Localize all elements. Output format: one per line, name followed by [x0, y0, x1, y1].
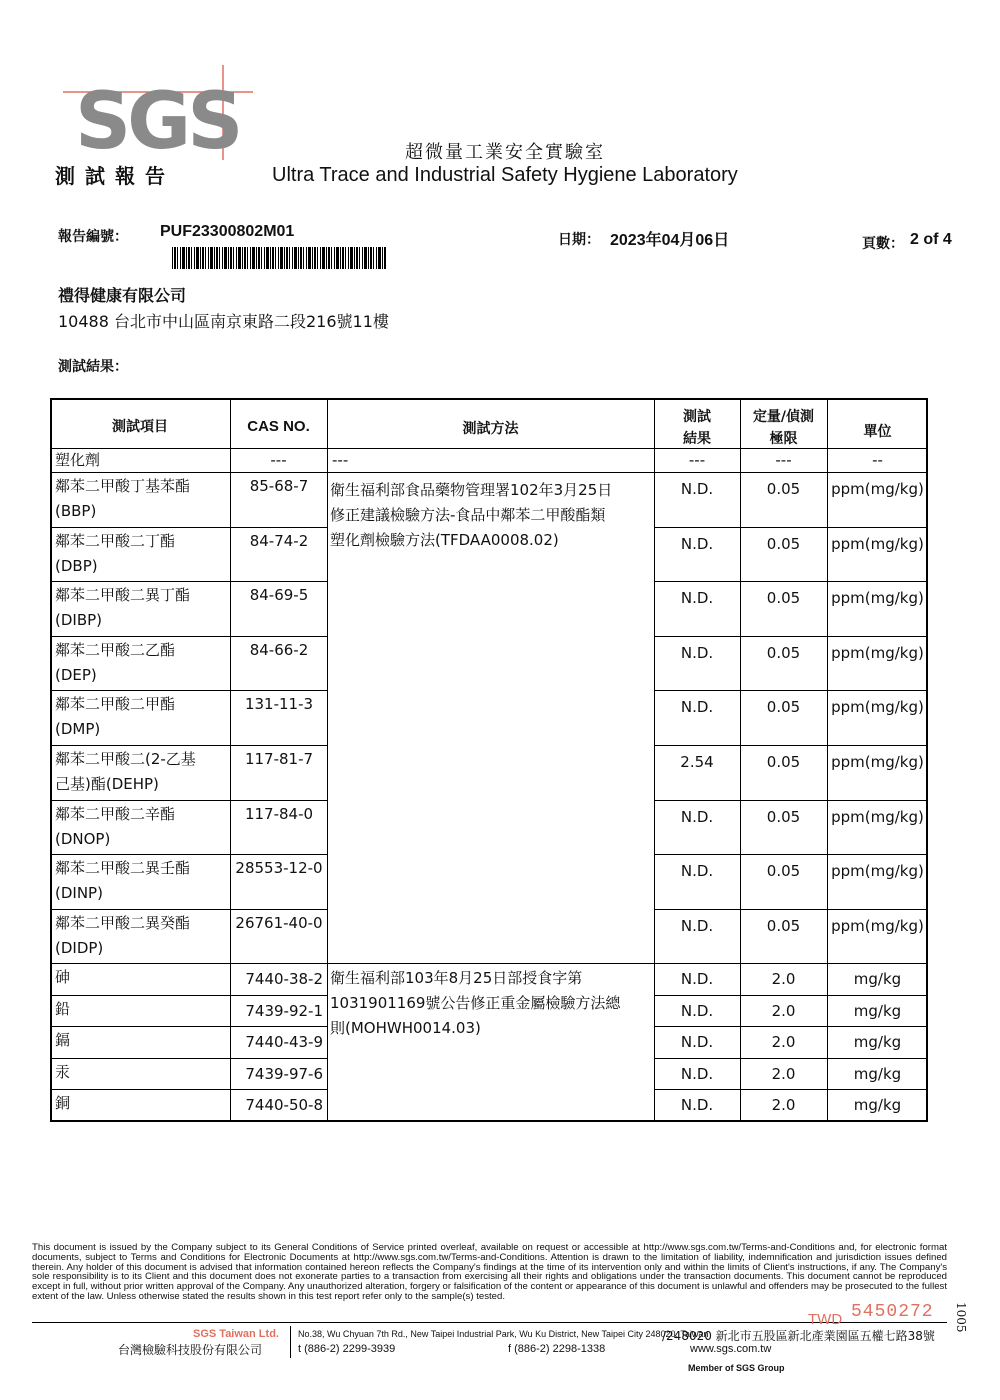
row-cas: 117-81-7 — [244, 750, 314, 768]
member-note: Member of SGS Group — [688, 1363, 785, 1373]
row-unit: ppm(mg/kg) — [831, 753, 924, 771]
client-name: 禮得健康有限公司 — [58, 286, 187, 305]
row-item-abbrev: (DIDP) — [55, 938, 104, 957]
metal-limit: 2.0 — [771, 970, 796, 989]
serial-prefix: TWD — [808, 1311, 843, 1328]
row-cas: 28553-12-0 — [235, 859, 323, 878]
metal-result: N.D. — [680, 1033, 714, 1052]
metal-item: 鉛 — [55, 999, 71, 1018]
metal-cas: 7440-38-2 — [245, 970, 323, 989]
lab-name-en: Ultra Trace and Industrial Safety Hygiene Laboratory — [272, 164, 738, 186]
group-limit: --- — [775, 451, 792, 469]
row-item: 鄰苯二甲酸二甲酯 — [55, 695, 176, 714]
row-limit: 0.05 — [766, 753, 801, 771]
row-result: N.D. — [680, 480, 714, 498]
metal-unit: mg/kg — [853, 1064, 902, 1083]
row-divider — [50, 636, 328, 637]
row-item-abbrev: 己基)酯(DEHP) — [55, 775, 159, 793]
row-result: N.D. — [680, 916, 714, 935]
row-unit: ppm(mg/kg) — [831, 589, 924, 608]
row-divider — [654, 1089, 928, 1090]
row-divider — [50, 1026, 328, 1027]
page-number: 2 of 4 — [910, 231, 952, 248]
row-cas: 26761-40-0 — [235, 913, 323, 932]
row-unit: ppm(mg/kg) — [831, 480, 924, 498]
website: www.sgs.com.tw — [690, 1343, 772, 1355]
serial-number: 5450272 — [851, 1302, 934, 1322]
row-limit: 0.05 — [766, 643, 801, 662]
group-cas: --- — [270, 451, 287, 469]
row-item: 鄰苯二甲酸二(2-乙基 — [55, 750, 196, 768]
page-label: 頁數： — [862, 236, 904, 252]
row-divider — [654, 636, 928, 637]
row-limit: 0.05 — [766, 480, 801, 498]
row-cas: 131-11-3 — [244, 695, 314, 714]
address-en: No.38, Wu Chyuan 7th Rd., New Taipei Industrial Park, Wu Ku District, New Taipei City 248020, Taiwan — [298, 1329, 709, 1339]
method-metals: 衛生福利部103年8月25日部授食字第 1031901169號公告修正重金屬檢驗方法總 則(MOHWH0014.03) — [330, 969, 621, 1037]
header-limit: 定量/偵測 極限 — [752, 409, 815, 447]
row-divider — [654, 995, 928, 996]
row-result: N.D. — [680, 698, 714, 717]
method-plasticizer: 衛生福利部食品藥物管理署102年3月25日 修正建議檢驗方法-食品中鄰苯二甲酸酯類 塑化劑檢驗方法(TFDAA0008.02) — [330, 481, 613, 549]
row-item: 鄰苯二甲酸二異癸酯 — [55, 913, 191, 932]
row-divider — [654, 690, 928, 691]
row-result: N.D. — [680, 643, 714, 662]
row-divider — [654, 800, 928, 801]
sgs-logo — [55, 60, 255, 160]
group-item: 塑化劑 — [55, 451, 101, 469]
row-result: N.D. — [680, 534, 714, 553]
footer-separator — [290, 1326, 291, 1358]
metal-item: 鎘 — [55, 1031, 71, 1050]
company-en: SGS Taiwan Ltd. — [193, 1328, 279, 1340]
report-title: 測試報告 — [55, 164, 175, 188]
row-cas: 117-84-0 — [244, 804, 314, 823]
header-method: 測試方法 — [462, 421, 519, 437]
group-divider — [50, 963, 928, 964]
results-table — [50, 398, 928, 1122]
row-divider — [50, 1058, 328, 1059]
row-unit: ppm(mg/kg) — [831, 807, 924, 826]
row-divider — [654, 1058, 928, 1059]
row-limit: 0.05 — [766, 534, 801, 553]
row-divider — [654, 854, 928, 855]
row-divider — [50, 854, 328, 855]
row-divider — [50, 800, 328, 801]
company-zh: 台灣檢驗科技股份有限公司 — [118, 1343, 263, 1357]
row-item-abbrev: (DMP) — [55, 720, 101, 739]
row-divider — [50, 1089, 328, 1090]
row-divider — [50, 995, 328, 996]
report-date: 2023年04月06日 — [610, 232, 730, 249]
row-divider — [50, 745, 328, 746]
metal-limit: 2.0 — [771, 1033, 796, 1052]
metal-cas: 7439-92-1 — [245, 1001, 323, 1020]
lab-name-zh: 超微量工業安全實驗室 — [405, 142, 605, 163]
side-code: 1005 — [954, 1302, 968, 1333]
row-limit: 0.05 — [766, 698, 801, 717]
row-item: 鄰苯二甲酸丁基苯酯 — [55, 477, 191, 495]
group-method: --- — [332, 451, 349, 469]
phone: t (886-2) 2299-3939 — [298, 1343, 396, 1355]
group-result: --- — [688, 451, 706, 469]
row-divider — [654, 527, 928, 528]
metal-item: 砷 — [55, 968, 71, 987]
metal-cas: 7440-50-8 — [245, 1096, 323, 1114]
metal-limit: 2.0 — [771, 1001, 796, 1020]
disclaimer: This document is issued by the Company subject to its General Conditions of Service printed overleaf, available on request or accessible at http://www.sgs.com.tw/Terms-and-Conditions and, for electronic format documents, subject to Terms and Conditions for Electronic Documents at http://www.sgs.com.tw/Terms-and-Conditions. Attention is drawn to the limitation of liability, indemnification and jurisdiction issues defined therein. Any holder of this document is advised that information contained hereon reflects the Company's findings at the time of its intervention only and within the limits of Client's instructions, if any. The Company's sole responsibility is to its Client and this document does not exonerate parties to a transaction from exercising all their rights and obligations under the transaction documents. This document cannot be reproduced except in full, without prior written approval of the Company. Any unauthorized alteration, forgery or falsification of the content or appearance of this document is unlawful and offenders may be prosecuted to the fullest extent of the law. Unless otherwise stated the results shown in this test report refer only to the sample(s) tested. — [32, 1242, 947, 1302]
row-divider — [50, 581, 328, 582]
metal-item: 汞 — [55, 1062, 71, 1081]
logo-text: SGS — [75, 77, 240, 160]
report-no-label: 報告編號： — [58, 229, 128, 245]
row-divider — [50, 690, 328, 691]
header-result: 測試 結果 — [683, 409, 711, 447]
row-result: N.D. — [680, 807, 714, 826]
report-no: PUF23300802M01 — [160, 223, 295, 240]
metal-result: N.D. — [680, 1096, 714, 1114]
row-cas: 85-68-7 — [249, 477, 309, 495]
row-cas: 84-66-2 — [249, 640, 309, 659]
barcode — [172, 247, 387, 269]
metal-result: N.D. — [680, 1064, 714, 1083]
row-limit: 0.05 — [766, 916, 801, 935]
date-label: 日期： — [558, 232, 600, 248]
row-cas: 84-69-5 — [249, 586, 309, 605]
row-divider — [654, 745, 928, 746]
row-divider — [50, 909, 328, 910]
row-item-abbrev: (DIBP) — [55, 611, 103, 630]
results-label: 測試結果： — [58, 359, 128, 375]
row-limit: 0.05 — [766, 807, 801, 826]
row-item-abbrev: (DBP) — [55, 556, 98, 575]
metal-cas: 7440-43-9 — [245, 1033, 323, 1052]
metal-item: 銅 — [55, 1094, 71, 1112]
header-cas: CAS NO. — [247, 418, 310, 435]
header-item: 測試項目 — [112, 419, 168, 435]
row-item: 鄰苯二甲酸二乙酯 — [55, 640, 176, 659]
metal-unit: mg/kg — [853, 970, 902, 989]
row-divider — [654, 909, 928, 910]
row-result: 2.54 — [680, 753, 714, 771]
row-limit: 0.05 — [766, 862, 801, 881]
row-divider — [50, 527, 328, 528]
row-unit: ppm(mg/kg) — [831, 643, 924, 662]
row-unit: ppm(mg/kg) — [831, 916, 924, 935]
header-unit: 單位 — [863, 424, 892, 440]
row-item: 鄰苯二甲酸二辛酯 — [55, 804, 176, 823]
metal-result: N.D. — [680, 1001, 714, 1020]
row-divider — [654, 581, 928, 582]
row-item: 鄰苯二甲酸二異丁酯 — [55, 586, 191, 605]
metal-result: N.D. — [680, 970, 714, 989]
address-zh: /248020 新北市五股區新北產業園區五權七路38號 — [662, 1329, 935, 1343]
metal-limit: 2.0 — [771, 1096, 796, 1114]
row-result: N.D. — [680, 862, 714, 881]
row-item-abbrev: (DEP) — [55, 665, 97, 684]
metal-cas: 7439-97-6 — [245, 1064, 323, 1083]
row-item-abbrev: (BBP) — [55, 502, 97, 520]
group-unit: -- — [872, 451, 883, 469]
row-item: 鄰苯二甲酸二丁酯 — [55, 531, 176, 550]
row-result: N.D. — [680, 589, 714, 608]
row-limit: 0.05 — [766, 589, 801, 608]
metal-unit: mg/kg — [853, 1033, 902, 1052]
metal-unit: mg/kg — [853, 1001, 902, 1020]
client-address: 10488 台北市中山區南京東路二段216號11樓 — [58, 312, 389, 331]
row-unit: ppm(mg/kg) — [831, 698, 924, 717]
row-item-abbrev: (DNOP) — [55, 829, 111, 848]
row-item: 鄰苯二甲酸二異壬酯 — [55, 859, 191, 878]
metal-unit: mg/kg — [853, 1096, 902, 1114]
fax: f (886-2) 2298-1338 — [508, 1343, 606, 1355]
row-unit: ppm(mg/kg) — [831, 862, 924, 881]
row-divider — [654, 1026, 928, 1027]
metal-limit: 2.0 — [771, 1064, 796, 1083]
row-item-abbrev: (DINP) — [55, 884, 103, 903]
row-cas: 84-74-2 — [249, 531, 309, 550]
row-unit: ppm(mg/kg) — [831, 534, 924, 553]
